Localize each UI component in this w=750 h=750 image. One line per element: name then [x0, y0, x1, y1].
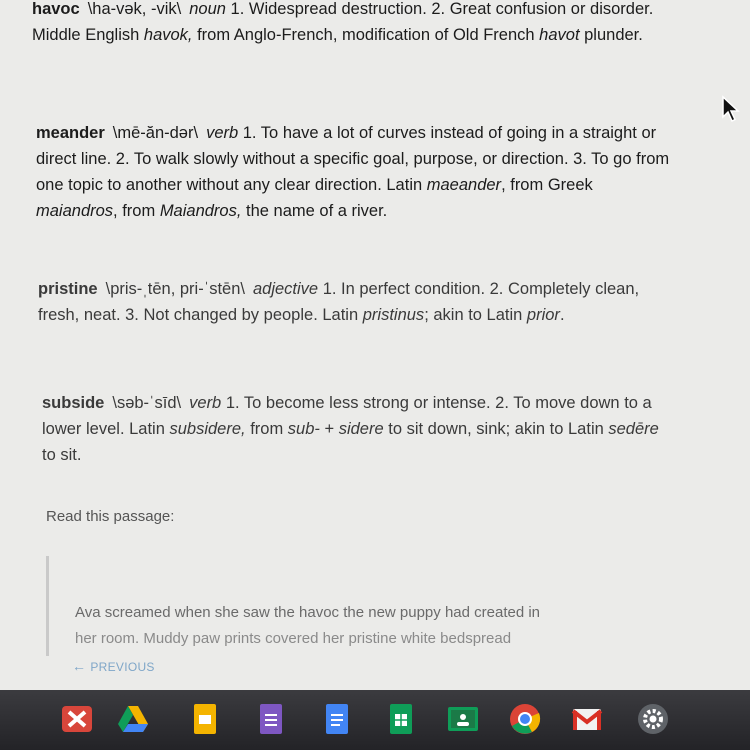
- etymology-word: subsidere,: [169, 420, 246, 438]
- previous-button[interactable]: [72, 658, 155, 674]
- mouse-pointer-icon: [721, 95, 743, 125]
- passage-blockquote: [46, 556, 669, 656]
- passage-line: her room. Muddy paw prints covered her pristine white bedspread: [75, 630, 512, 647]
- passage-prompt: Read this passage:: [46, 508, 175, 525]
- entry-havoc: [32, 0, 692, 48]
- pronunciation: \pris-ˌtēn, pri-ˈstēn\: [105, 280, 245, 298]
- chrome-icon[interactable]: [508, 702, 542, 736]
- etymology-word: pristinus: [362, 306, 425, 324]
- entry-subside: [42, 390, 662, 468]
- definition-text: .: [559, 306, 565, 324]
- google-drive-icon[interactable]: [116, 702, 150, 736]
- definition-text: 1. In perfect condition. 2. Completely clean, fresh, neat. 3. Not changed by people. Latin: [38, 280, 640, 324]
- definition-text: , from Greek: [501, 176, 593, 194]
- google-docs-icon[interactable]: [320, 702, 354, 736]
- google-classroom-icon[interactable]: [446, 702, 480, 736]
- part-of-speech: verb: [189, 394, 222, 412]
- entry-meander: [36, 120, 676, 224]
- definition-text: , from: [113, 202, 160, 220]
- definition-text: the name of a river.: [241, 202, 388, 220]
- definition-text: 1. Widespread destruction. 2. Great confusion or disorder. Middle English: [32, 0, 654, 44]
- etymology-word: sub-: [287, 420, 320, 438]
- definition-text: to sit.: [42, 446, 82, 464]
- definition-text: 1. To become less strong or intense. 2. To move down to a lower level. Latin: [42, 394, 652, 438]
- etymology-word: Maiandros,: [159, 202, 242, 220]
- part-of-speech: verb: [206, 124, 239, 142]
- definition-text: plunder.: [579, 26, 643, 44]
- pronunciation: \ha-vək, -vik\: [87, 0, 182, 18]
- part-of-speech: adjective: [252, 280, 319, 298]
- etymology-word: maeander: [426, 176, 502, 194]
- passage-line: Ava screamed when she saw the havoc the new puppy had created in: [75, 604, 541, 621]
- definition-text: from: [245, 420, 288, 438]
- headword: meander: [36, 124, 105, 142]
- headword: pristine: [38, 280, 98, 298]
- part-of-speech: noun: [189, 0, 226, 18]
- headword: subside: [42, 394, 105, 412]
- google-sheets-icon[interactable]: [384, 702, 418, 736]
- etymology-word: maiandros: [36, 202, 114, 220]
- etymology-word: havok,: [143, 26, 193, 44]
- google-slides-icon[interactable]: [188, 702, 222, 736]
- etymology-word: sidere: [338, 420, 384, 438]
- left-arrow-icon: ←: [72, 658, 87, 674]
- gmail-icon[interactable]: [570, 702, 604, 736]
- etymology-word: havot: [539, 26, 580, 44]
- definition-text: 1. To have a lot of curves instead of going in a straight or direct line. 2. To walk slowly without a specific goal, purpose, or direction. 3. To go from one topic to another without any clear direction. Latin: [36, 124, 670, 194]
- pronunciation: \səb-ˈsīd\: [112, 394, 182, 412]
- etymology-word: prior: [526, 306, 560, 324]
- definition-text: ; akin to Latin: [424, 306, 527, 324]
- settings-icon[interactable]: [636, 702, 670, 736]
- etymology-word: sedēre: [608, 420, 659, 438]
- previous-label: PREVIOUS: [90, 660, 155, 674]
- google-forms-icon[interactable]: [254, 702, 288, 736]
- headword: havoc: [32, 0, 80, 18]
- definition-text: to sit down, sink; akin to Latin: [383, 420, 609, 438]
- definition-text: +: [319, 420, 339, 438]
- entry-pristine: [38, 276, 678, 328]
- definition-text: from Anglo-French, modification of Old French: [192, 26, 540, 44]
- launcher-icon[interactable]: [60, 702, 94, 736]
- pronunciation: \mē-ăn-dər\: [112, 124, 199, 142]
- taskbar: [0, 690, 750, 750]
